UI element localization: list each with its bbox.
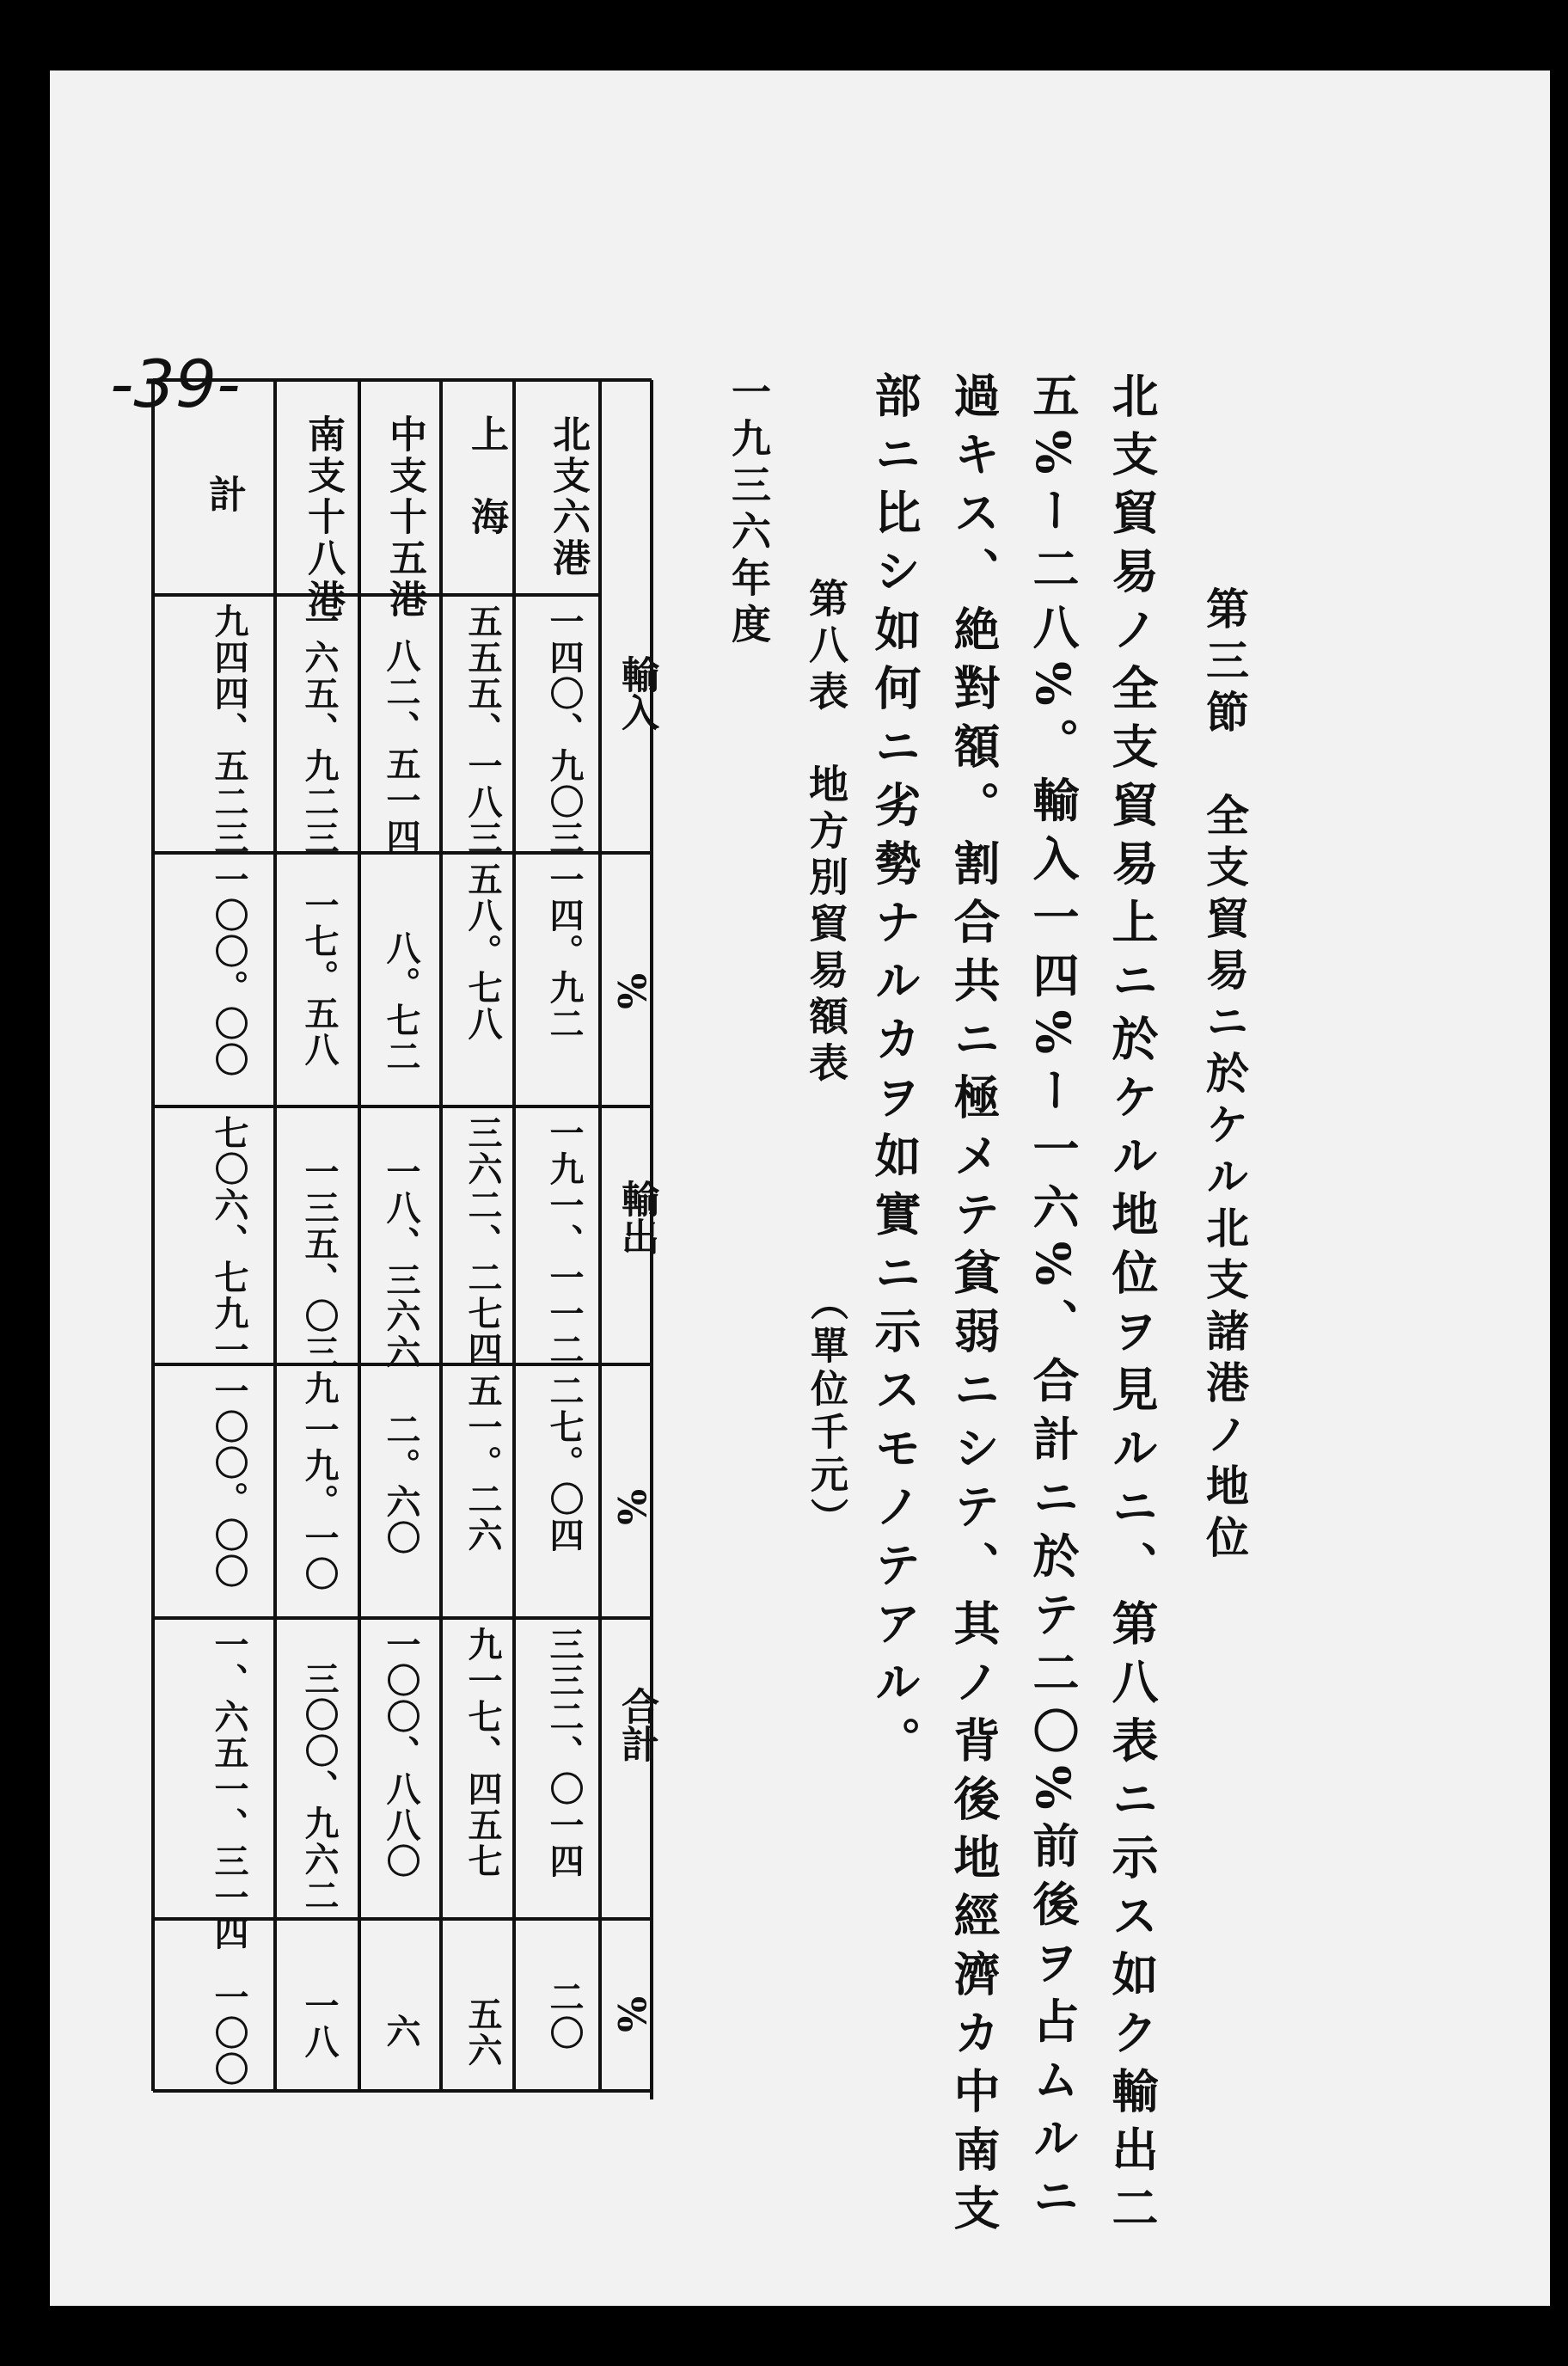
header-import: 輸入 — [615, 655, 658, 731]
table-cell: 三三二、〇一四 — [544, 1627, 585, 1879]
row-label-total: 計 — [202, 475, 246, 516]
table-cell: 一三五、〇三九 — [299, 1154, 340, 1407]
table-cell: 五五五、一八三 — [462, 604, 503, 856]
table-grid — [50, 70, 1550, 2306]
table-cell: 二〇 — [544, 1979, 585, 2051]
header-total-pct: % — [609, 1996, 652, 2032]
section-heading: 第三節 全支貿易ニ於ケル北支諸港ノ地位 — [1199, 586, 1250, 1566]
header-export-pct: % — [609, 1489, 652, 1525]
table-cell: 九四四、五二三 — [209, 604, 249, 856]
body-column-4: 部ニ比シ如何ニ劣勢ナルカヲ如實ニ示スモノテアル。 — [867, 371, 922, 1774]
table-cell: 一〇〇、八八〇 — [381, 1627, 421, 1879]
header-export: 輸出 — [615, 1180, 658, 1255]
table-cell: 五八。七八 — [462, 861, 503, 1042]
table-cell: 一、六五一、三一四 — [209, 1627, 249, 1952]
header-total: 合計 — [615, 1687, 658, 1762]
table-cell: 三〇〇、九六二 — [299, 1661, 340, 1914]
table-cell: 九一七、四五七 — [462, 1627, 503, 1879]
table-cell: 一七。五八 — [299, 887, 340, 1068]
year-label: 一九三六年度 — [726, 371, 772, 650]
document-page — [50, 70, 1550, 2306]
table-cell: 五一。二六 — [462, 1373, 503, 1554]
header-import-pct: % — [609, 973, 652, 1009]
table-cell: 一九。一〇 — [299, 1412, 340, 1592]
table-cell: 一四。九二 — [544, 861, 585, 1042]
table-cell: 一四〇、九〇三 — [544, 604, 585, 856]
table-cell: 八。七二 — [381, 930, 421, 1075]
table-cell: 八二、五一四 — [381, 638, 421, 855]
row-label-central: 中支十五港 — [383, 414, 426, 621]
table-cell: 一〇〇 — [209, 1979, 249, 2087]
row-label-shanghai: 上 海 — [464, 414, 508, 538]
table-cell: 一〇〇。〇〇 — [209, 861, 249, 1078]
table-cell: 五六 — [462, 1996, 503, 2069]
table-cell: 七〇六、七九一 — [209, 1115, 249, 1368]
table-cell: 一八 — [299, 1988, 340, 2060]
table-cell: 二。六〇 — [381, 1412, 421, 1556]
page-number: -39- — [110, 346, 241, 422]
table-cell: 一八、三六六 — [381, 1154, 421, 1370]
table-cell: 三六二、二七四 — [462, 1115, 503, 1368]
unit-note: （單位千元） — [804, 1283, 848, 1541]
body-column-1: 北支貿易ノ全支貿易上ニ於ケル地位ヲ見ルニ、第八表ニ示ス如ク輸出二 — [1105, 371, 1160, 2242]
table-cell: 一九一、一一二 — [544, 1115, 585, 1368]
row-label-north: 北支六港 — [546, 414, 590, 579]
table-cell: 二七。〇四 — [544, 1373, 585, 1554]
table-cell: 六 — [381, 2014, 421, 2050]
body-column-2: 五%ー二八%。輸入一四%ー一六%、合計ニ於テ二〇%前後ヲ占ムルニ — [1026, 371, 1081, 2231]
body-column-3: 過キス、絶對額。割合共ニ極メテ貧弱ニシテ、其ノ背後地經濟カ中南支 — [946, 371, 1001, 2242]
row-label-south: 南支十八港 — [301, 414, 345, 621]
table-cell: 一六五、九二三 — [299, 604, 340, 856]
table-caption: 第八表 地方別貿易額表 — [803, 578, 849, 1088]
table-cell: 一〇〇。〇〇 — [209, 1373, 249, 1590]
